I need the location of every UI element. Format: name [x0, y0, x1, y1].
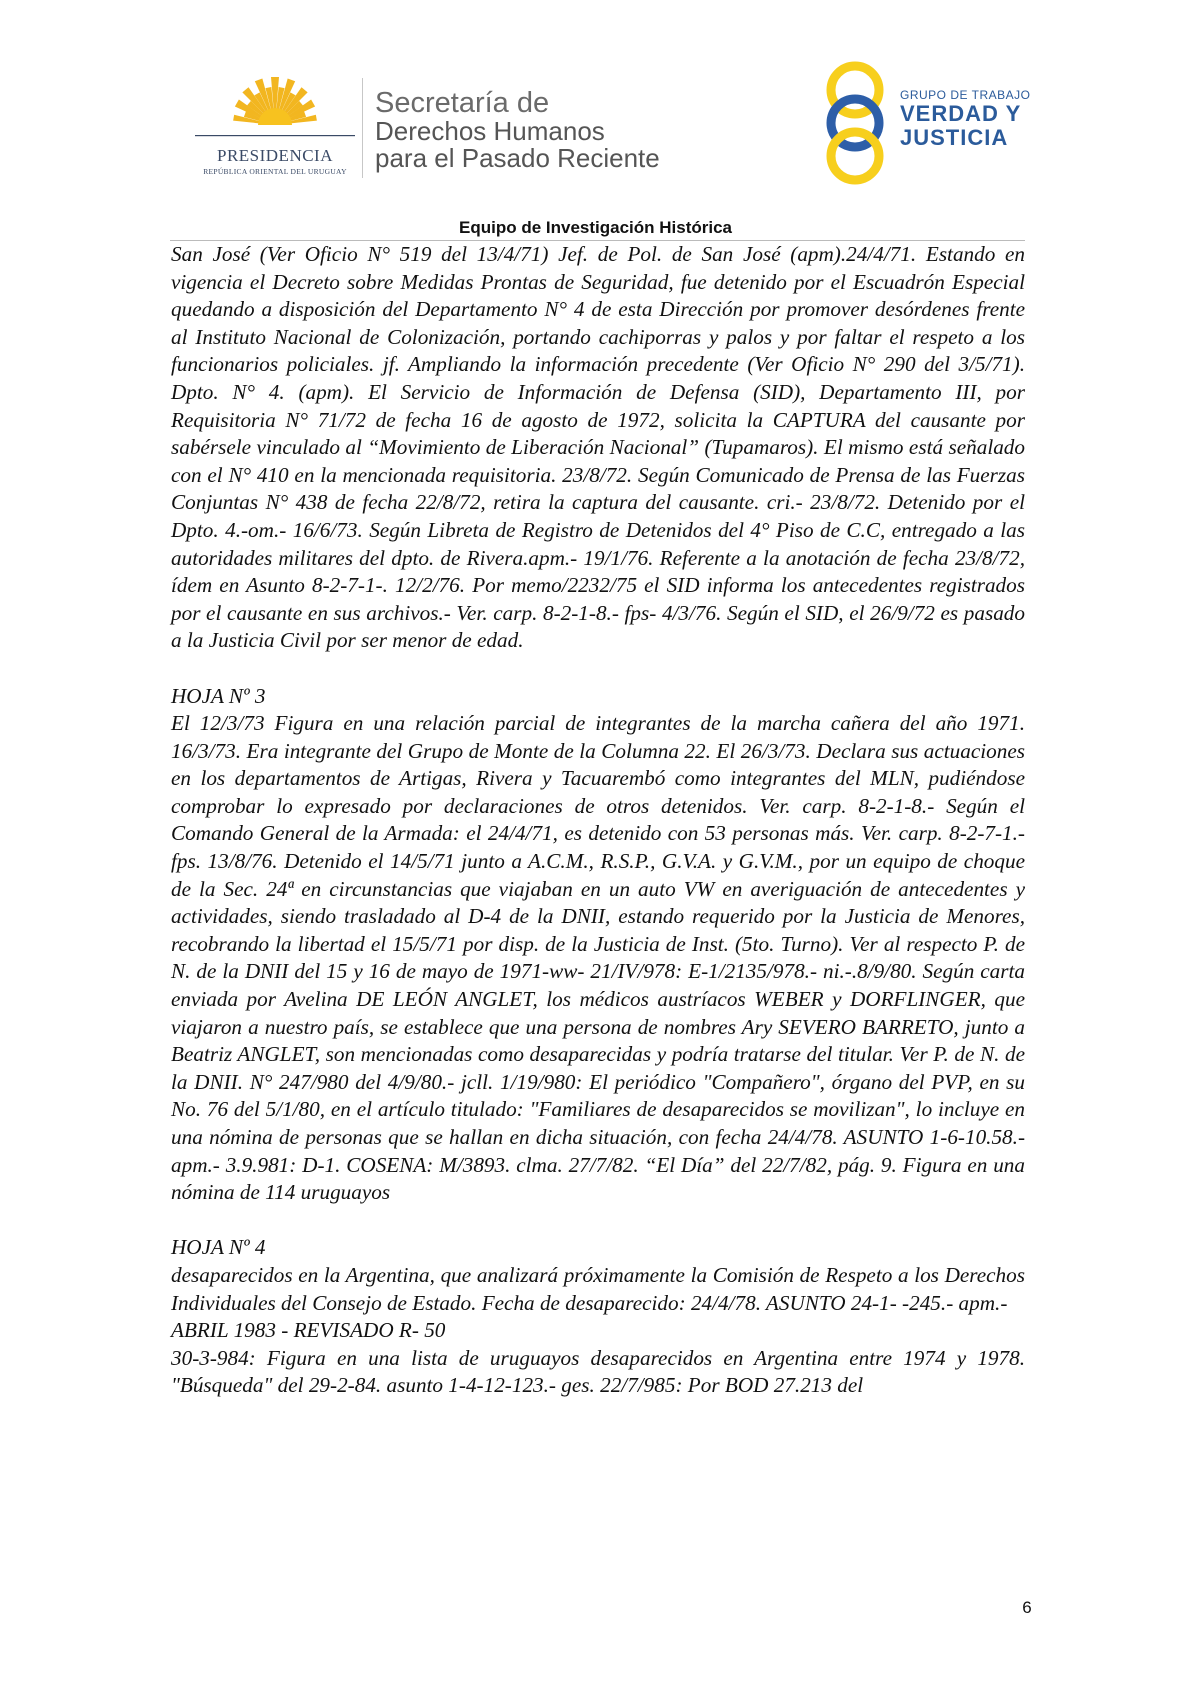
team-title: Equipo de Investigación Histórica [459, 218, 732, 237]
grupo-line-2: VERDAD Y [900, 101, 1022, 126]
secretaria-line-1: Secretaría de [375, 87, 550, 119]
rings-emblem-icon [815, 58, 895, 188]
secretaria-line-2: Derechos Humanos [375, 116, 605, 146]
document-body [171, 241, 1025, 1400]
verdad-justicia-text [900, 88, 1050, 150]
page-header [0, 0, 1191, 215]
secretaria-logo [375, 88, 735, 172]
verdad-justicia-logo [815, 58, 1045, 188]
presidencia-name: PRESIDENCIA [216, 146, 333, 165]
paragraph-gap [171, 655, 1025, 683]
page-number: 6 [1022, 1598, 1032, 1617]
paragraph-3: desaparecidos en la Argentina, que analizará próximamente la Comisión de Respeto a los Derechos Individuales del Consejo de Estado. Fecha de desaparecido: 24/4/78. ASUNTO 24-1- -245.- apm.- [171, 1262, 1025, 1315]
grupo-line-3: JUSTICIA [900, 125, 1009, 150]
secretaria-line-3: para el Pasado Reciente [375, 143, 660, 173]
paragraph-5: 30-3-984: Figura en una lista de uruguayos desaparecidos en Argentina entre 1974 y 1978. "Búsqueda" del 29-2-84. asunto 1-4-12-123.- ges. 22/7/985: Por BOD 27.213 del [171, 1345, 1025, 1398]
section-heading-hoja-4: HOJA Nº 4 [171, 1235, 266, 1260]
paragraph-gap [171, 1207, 1025, 1235]
paragraph-2: El 12/3/73 Figura en una relación parcial de integrantes de la marcha cañera del año 1971. 16/3/73. Era integrante del Grupo de Monte de la Columna 22. El 26/3/73. Declara sus actuaciones en los departamentos de Artigas, Rivera y Tacuarembó como integrantes del MLN, pudiéndose comprobar lo expresado por declaraciones de otros detenidos. Ver. carp. 8-2-1-8.- Según el Comando General de la Armada: el 24/4/71, es detenido con 53 personas más. Ver. carp. 8-2-7-1.- fps. 13/8/76. Detenido el 14/5/71 junto a A.C.M., R.S.P., G.V.A. y G.V.M., por un equipo de choque de la Sec. 24ª en circunstancias que viajaban en un auto VW en averiguación de antecedentes y actividades, siendo trasladado al D-4 de la DNII, estando requerido por la Justicia de Menores, recobrando la libertad el 15/5/71 por disp. de la Justicia de Inst. (5to. Turno). Ver al respecto P. de N. de la DNII del 15 y 16 de mayo de 1971-ww- 21/IV/978: E-1/2135/978.- ni.-.8/9/80. Según carta enviada por Avelina DE LEÓN ANGLET, los médicos austríacos WEBER y DORFLINGER, que viajaron a nuestro país, se establece que una persona de nombres Ary SEVERO BARRETO, junto a Beatriz ANGLET, son mencionadas como desaparecidas y podría tratarse del titular. Ver P. de N. de la DNII. N° 247/980 del 4/9/80.- jcll. 1/19/980: El periódico "Compañero", órgano del PVP, en su No. 76 del 5/1/80, en el artículo titulado: "Familiares de desaparecidos se movilizan", lo incluye en una nómina de personas que se hallan en dicha situación, con fecha 24/4/78. ASUNTO 1-6-10.58.- apm.- 3.9.981: D-1. COSENA: M/3893. clma. 27/7/82. “El Día” del 22/7/82, pág. 9. Figura en una nómina de 114 uruguayos [171, 711, 1025, 1205]
presidencia-logo [190, 70, 360, 180]
presidencia-subtitle: REPÚBLICA ORIENTAL DEL URUGUAY [203, 167, 347, 176]
header-divider [362, 78, 363, 178]
sun-emblem-icon [190, 70, 360, 150]
paragraph-4: ABRIL 1983 - REVISADO R- 50 [171, 1318, 446, 1343]
section-heading-hoja-3: HOJA Nº 3 [171, 683, 266, 708]
paragraph-1: San José (Ver Oficio N° 519 del 13/4/71) Jef. de Pol. de San José (apm).24/4/71. Estando en vigencia el Decreto sobre Medidas Prontas de Seguridad, fue detenido por el Escuadrón Especial quedando a disposición del Departamento N° 4 de esta Dirección por promover desórdenes frente al Instituto Nacional de Colonización, portando cachiporras y palos y por faltar el respeto a los funcionarios policiales. jf. Ampliando la información precedente (Ver Oficio N° 290 del 3/5/71). Dpto. N° 4. (apm). El Servicio de Información de Defensa (SID), Departamento III, por Requisitoria N° 71/72 de fecha 16 de agosto de 1972, solicita la CAPTURA del causante por sabérsele vinculado al “Movimiento de Liberación Nacional” (Tupamaros). El mismo está señalado con el N° 410 en la mencionada requisitoria. 23/8/72. Según Comunicado de Prensa de las Fuerzas Conjuntas N° 438 de fecha 22/8/72, retira la captura del causante. cri.- 23/8/72. Detenido por el Dpto. 4.-om.- 16/6/73. Según Libreta de Registro de Detenidos del 4° Piso de C.C, entregado a las autoridades militares del dpto. de Rivera.apm.- 19/1/76. Referente a la anotación de fecha 23/8/72, ídem en Asunto 8-2-7-1-. 12/2/76. Por memo/2232/75 el SID informa los antecedentes registrados por el causante en sus archivos.- Ver. carp. 8-2-1-8.- fps- 4/3/76. Según el SID, el 26/9/72 es pasado a la Justicia Civil por ser menor de edad. [171, 242, 1025, 653]
grupo-line-1: GRUPO DE TRABAJO [900, 88, 1031, 102]
